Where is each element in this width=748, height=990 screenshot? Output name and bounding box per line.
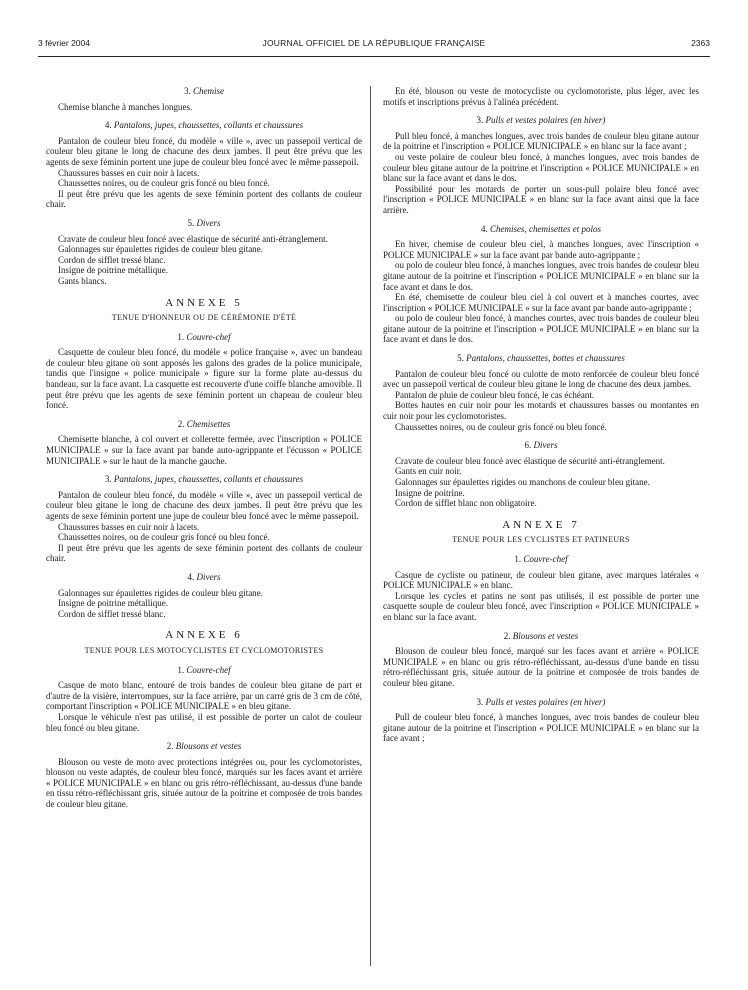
- annex-subtitle: TENUE POUR LES MOTOCYCLISTES ET CYCLOMOTORISTES: [84, 645, 324, 655]
- section-heading: 4. Divers: [187, 571, 221, 582]
- paragraph: Chemise blanche à manches longues.: [58, 101, 193, 112]
- paragraph: Cordon de sifflet blanc non obligatoire.: [395, 498, 537, 509]
- paragraph: Lorsque les cycles et patins ne sont pas utilisés, il est possible de porter une casquette souple de couleur bleu foncé, avec l'inscription « POLICE MUNICIPALE » en blanc sur la face avant.: [383, 590, 699, 622]
- paragraph: Cravate de couleur bleu foncé avec élastique de sécurité anti-étranglement.: [395, 455, 665, 466]
- section-heading: 5. Divers: [187, 217, 221, 228]
- paragraph: Casque de cycliste ou patineur, de couleur bleu gitane, avec marques latérales « POLICE MUNICIPALE » en blanc.: [383, 569, 699, 591]
- paragraph: Blouson de couleur bleu foncé, marqué sur les faces avant et arrière « POLICE MUNICIPALE » en blanc ou gris rétro-réfléchissant, au-dessus d'une bande en tissu rétro-réfléchissant gris, située autour de la poitrine et composée de trois bandes de couleur bleu gitane.: [383, 646, 699, 688]
- annex-title: ANNEXE 5: [165, 296, 243, 309]
- paragraph: Pull de couleur bleu foncé, à manches longues, avec trois bandes de couleur bleu gitane autour de la poitrine et l'inscription « POLICE MUNICIPALE » en blanc sur la face avant ;: [383, 712, 699, 744]
- paragraph: Pull bleu foncé, à manches longues, avec trois bandes de couleur bleu gitane autour de la poitrine et l'inscription « POLICE MUNICIPALE » en blanc sur la face avant ;: [383, 130, 699, 152]
- paragraph: Insigne de poitrine métallique.: [58, 265, 168, 276]
- annex-subtitle: TENUE D'HONNEUR OU DE CÉRÉMONIE D'ÉTÉ: [111, 313, 297, 323]
- paragraph: Chaussures basses en cuir noir à lacets.: [58, 167, 200, 178]
- section-heading: 4. Chemises, chemisettes et polos: [481, 223, 601, 234]
- paragraph: Chaussettes noires, ou de couleur gris foncé ou bleu foncé.: [58, 532, 270, 543]
- paragraph: Chaussures basses en cuir noir à lacets.: [58, 521, 200, 532]
- paragraph: Insigne de poitrine métallique.: [58, 598, 168, 609]
- section-heading: 3. Pulls et vestes polaires (en hiver): [476, 696, 606, 707]
- paragraph: Galonnages sur épaulettes rigides de couleur bleu gitane.: [58, 587, 263, 598]
- paragraph: Casquette de couleur bleu foncé, du modèle « police française », avec un bandeau de couleur bleu gitane où sont apposés les galons des grades de la police municipale, tandis que l'insigne « police municipale » figure sur la forme plate au-dessus du bandeau, sur la face avant. La casquette est recouverte d'une coiffe blanche amovible. Il peut être prévu que les agents de sexe féminin portent un chapeau de couleur bleu foncé.: [46, 347, 362, 411]
- section-heading: 1. Couvre-chef: [177, 331, 231, 342]
- paragraph: Cordon de sifflet tressé blanc.: [58, 254, 166, 265]
- paragraph: Galonnages sur épaulettes rigides de couleur bleu gitane.: [58, 244, 263, 255]
- paragraph: Pantalon de pluie de couleur bleu foncé, le cas échéant.: [395, 389, 595, 400]
- paragraph: Il peut être prévu que les agents de sexe féminin portent des collants de couleur chair.: [46, 188, 362, 210]
- paragraph: ou veste polaire de couleur bleu foncé, à manches longues, avec trois bandes de couleur bleu gitane autour de la poitrine et l'inscription « POLICE MUNICIPALE » en blanc sur la face avant et dans le dos.: [383, 151, 699, 184]
- header-rule: [38, 56, 710, 57]
- paragraph: ou polo de couleur bleu foncé, à manches longues, avec trois bandes de couleur bleu gitane autour de la poitrine et l'inscription « POLICE MUNICIPALE » en blanc sur la face avant et dans le dos.: [383, 260, 699, 292]
- section-heading: 2. Chemisettes: [177, 418, 231, 429]
- header-title: JOURNAL OFFICIEL DE LA RÉPUBLIQUE FRANÇAISE: [262, 38, 486, 48]
- section-heading: 6. Divers: [524, 440, 558, 451]
- paragraph: Chaussettes noires, ou de couleur gris foncé ou bleu foncé.: [58, 178, 270, 189]
- section-heading: 5. Pantalons, chaussettes, bottes et chaussures: [457, 353, 625, 364]
- paragraph: ou polo de couleur bleu foncé, à manches courtes, avec trois bandes de couleur bleu gitane autour de la poitrine et l'inscription « POLICE MUNICIPALE » en blanc sur la face avant et dans le dos.: [383, 313, 699, 345]
- paragraph: Insigne de poitrine.: [395, 487, 465, 498]
- page-number: 2363: [691, 38, 710, 48]
- section-heading: 3. Pantalons, jupes, chaussettes, collants et chaussures: [104, 474, 304, 485]
- section-heading: 2. Blousons et vestes: [166, 741, 242, 752]
- annex-title: ANNEXE 6: [165, 629, 243, 642]
- paragraph: Gants en cuir noir.: [395, 466, 462, 477]
- paragraph: En été, chemisette de couleur bleu ciel à col ouvert et à manches courtes, avec l'inscription « POLICE MUNICIPALE » sur la face avant par bande auto-agrippante ;: [383, 292, 699, 313]
- page-header: [38, 38, 710, 54]
- paragraph: Cravate de couleur bleu foncé avec élastique de sécurité anti-étranglement.: [58, 233, 328, 244]
- annex-title: ANNEXE 7: [502, 518, 580, 531]
- section-heading: 3. Chemise: [184, 86, 224, 96]
- section-heading: 3. Pulls et vestes polaires (en hiver): [476, 115, 606, 126]
- section-heading: 4. Pantalons, jupes, chaussettes, collants et chaussures: [104, 120, 304, 131]
- annex-subtitle: TENUE POUR LES CYCLISTES ET PATINEURS: [452, 535, 630, 545]
- paragraph: Possibilité pour les motards de porter un sous-pull polaire bleu foncé avec l'inscription « POLICE MUNICIPALE » en blanc sur la face avant ainsi que la face arrière.: [383, 183, 699, 215]
- paragraph: Pantalon de couleur bleu foncé ou culotte de moto renforcée de couleur bleu foncé avec un passepoil vertical de couleur bleu gitane le long de chacune des deux jambes.: [383, 368, 699, 390]
- paragraph: Chaussettes noires, ou de couleur gris foncé ou bleu foncé.: [395, 421, 607, 432]
- paragraph: Bottes hautes en cuir noir pour les motards et chaussures basses ou montantes en cuir noir pour les cyclomotoristes.: [383, 400, 699, 422]
- paragraph: Pantalon de couleur bleu foncé, du modèle « ville », avec un passepoil vertical de couleur bleu gitane le long de chacune des deux jambes. Il peut être prévu que les agents de sexe féminin portent une jupe de couleur bleu foncé avec le même passepoil.: [46, 489, 362, 521]
- paragraph: Cordon de sifflet tressé blanc.: [58, 608, 166, 619]
- paragraph: Galonnages sur épaulettes rigides ou manchons de couleur bleu gitane.: [395, 477, 650, 487]
- paragraph: En hiver, chemise de couleur bleu ciel, à manches longues, avec l'inscription « POLICE MUNICIPALE » sur la face avant par bande auto-agrippante ;: [383, 239, 699, 260]
- paragraph: Chemisette blanche, à col ouvert et collerette fermée, avec l'inscription « POLICE MUNICIPALE » sur la face avant par bande auto-agrippante et l'écusson « POLICE MUNICIPALE » sur le haut de la manche gauche.: [46, 434, 362, 466]
- section-heading: 1. Couvre-chef: [514, 553, 568, 564]
- paragraph: Pantalon de couleur bleu foncé, du modèle « ville », avec un passepoil vertical de couleur bleu gitane le long de chacune des deux jambes. Il peut être prévu que les agents de sexe féminin portent une jupe de couleur bleu foncé avec le même passepoil.: [46, 135, 362, 167]
- section-heading: 2. Blousons et vestes: [503, 630, 579, 641]
- paragraph: Il peut être prévu que les agents de sexe féminin portent des collants de couleur chair.: [46, 542, 362, 564]
- column-divider: [370, 86, 371, 966]
- paragraph: Gants blancs.: [58, 275, 107, 286]
- header-date: 3 février 2004: [38, 38, 90, 48]
- right-column: [383, 86, 699, 744]
- paragraph: Lorsque le véhicule n'est pas utilisé, il est possible de porter un calot de couleur bleu foncé ou bleu gitane.: [46, 711, 362, 733]
- paragraph: Casque de moto blanc, entouré de trois bandes de couleur bleu gitane de part et d'autre de la visière, interrompues, sur la face arrière, par un carré gris de 3 cm de côté, comportant l'inscription « POLICE MUNICIPALE » en bleu gitane.: [46, 680, 362, 712]
- paragraph: Blouson ou veste de moto avec protections intégrées ou, pour les cyclomotoristes, blouson ou veste adaptés, de couleur bleu foncé, marqués sur les faces avant et arrière « POLICE MUNICIPALE » en blanc ou gris rétro-réfléchissant, au-dessus d'une bande en tissu rétro-réfléchissant gris, située autour de la poitrine et composée de trois bandes de couleur bleu gitane.: [46, 756, 362, 810]
- left-column: [46, 86, 362, 810]
- paragraph: En été, blouson ou veste de motocycliste ou cyclomotoriste, plus léger, avec les motifs et inscriptions prévus à l'alinéa précédent.: [383, 86, 699, 107]
- section-heading: 1. Couvre-chef: [177, 664, 231, 675]
